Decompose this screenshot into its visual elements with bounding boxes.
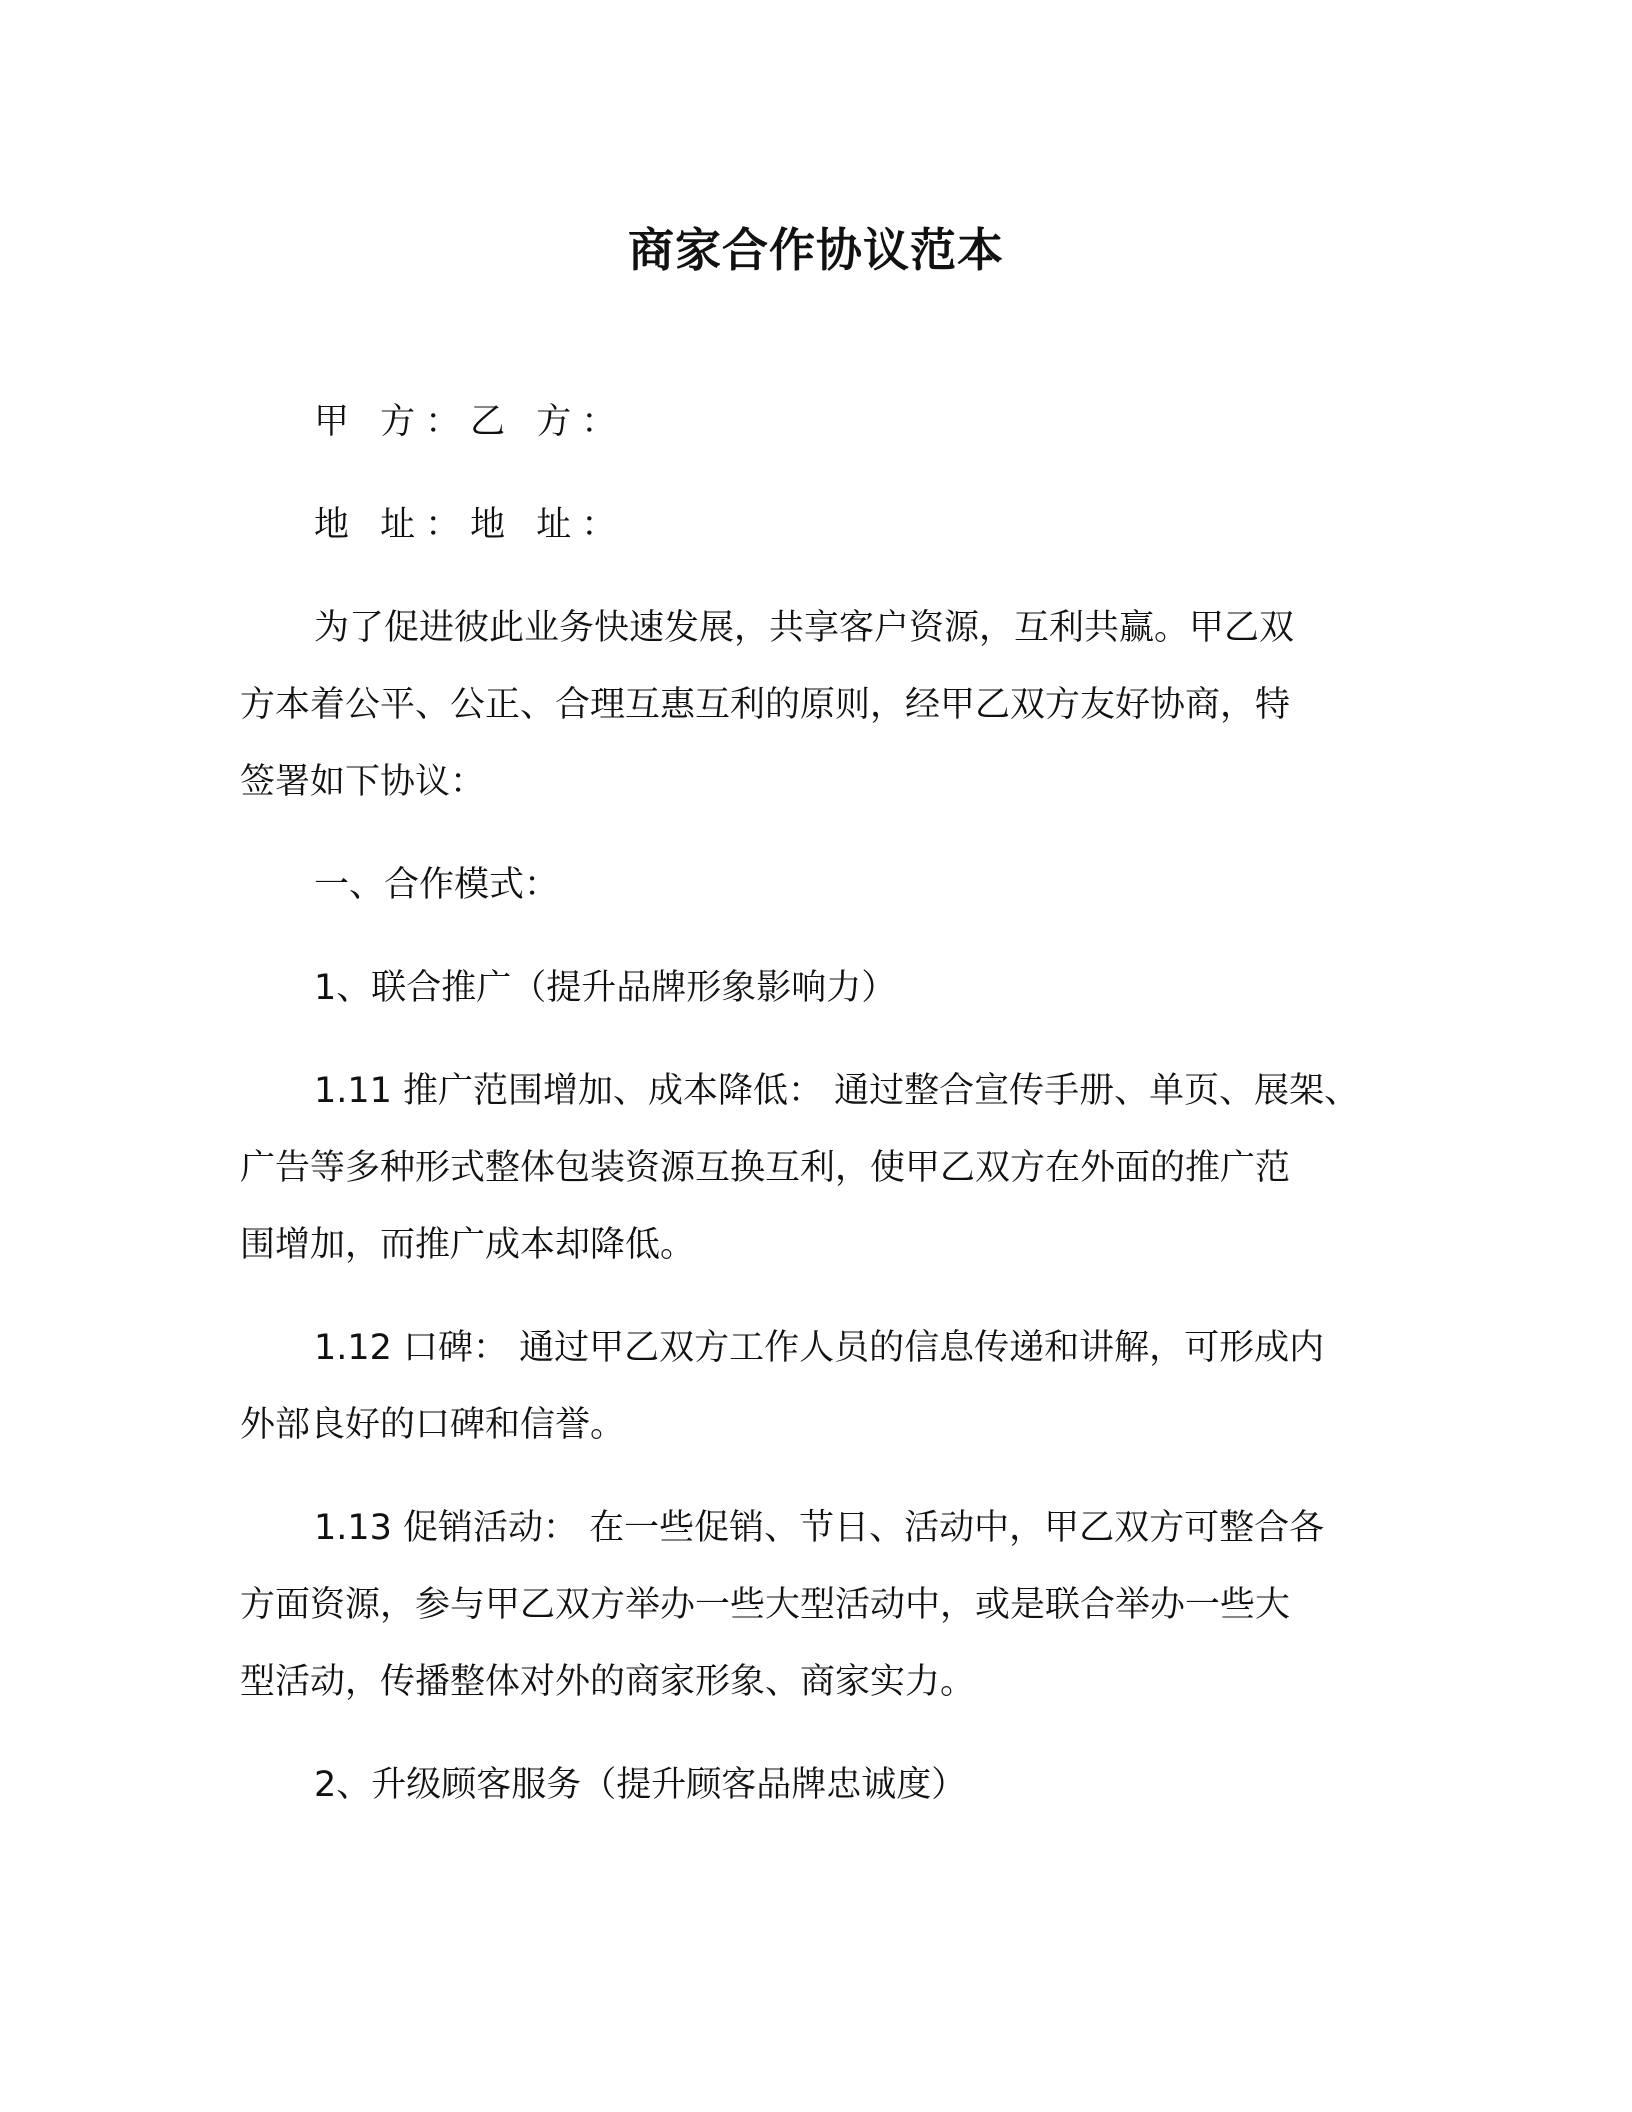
preamble-line-2: 方本着公平、公正、合理互惠互利的原则，经甲乙双方友好协商，特 bbox=[240, 685, 1291, 725]
clause-1-13-line-2: 方面资源，参与甲乙双方举办一些大型活动中，或是联合举办一些大 bbox=[240, 1585, 1291, 1625]
item-1-heading: 1、联合推广（提升品牌形象影响力） bbox=[314, 968, 897, 1008]
document-title: 商家合作协议范本 bbox=[628, 223, 1004, 277]
clause-1-11-line-2: 广告等多种形式整体包装资源互换互利，使甲乙双方在外面的推广范 bbox=[240, 1148, 1291, 1188]
preamble-line-1: 为了促进彼此业务快速发展，共享客户资源，互利共赢。甲乙双 bbox=[314, 608, 1295, 648]
section-1-heading: 一、合作模式： bbox=[314, 865, 560, 905]
item-2-heading: 2、升级顾客服务（提升顾客品牌忠诚度） bbox=[314, 1765, 967, 1805]
address-b-label: 地 址： bbox=[470, 505, 627, 545]
clause-1-12-line-1: 1.12 口碑： 通过甲乙双方工作人员的信息传递和讲解，可形成内 bbox=[314, 1328, 1325, 1368]
clause-1-13-line-1: 1.13 促销活动： 在一些促销、节日、活动中，甲乙双方可整合各 bbox=[314, 1508, 1325, 1548]
preamble-line-3: 签署如下协议： bbox=[240, 762, 486, 802]
party-a-label: 甲 方： bbox=[314, 402, 471, 442]
addresses-line bbox=[314, 500, 626, 550]
clause-1-12-line-2: 外部良好的口碑和信誉。 bbox=[240, 1405, 626, 1445]
clause-1-13-line-3: 型活动，传播整体对外的商家形象、商家实力。 bbox=[240, 1662, 976, 1702]
clause-1-11-line-1: 1.11 推广范围增加、成本降低： 通过整合宣传手册、单页、展架、 bbox=[314, 1071, 1360, 1111]
address-a-label: 地 址： bbox=[314, 505, 471, 545]
party-b-label: 乙 方： bbox=[470, 402, 627, 442]
clause-1-11-line-3: 围增加，而推广成本却降低。 bbox=[240, 1225, 696, 1265]
parties-line bbox=[314, 397, 626, 447]
